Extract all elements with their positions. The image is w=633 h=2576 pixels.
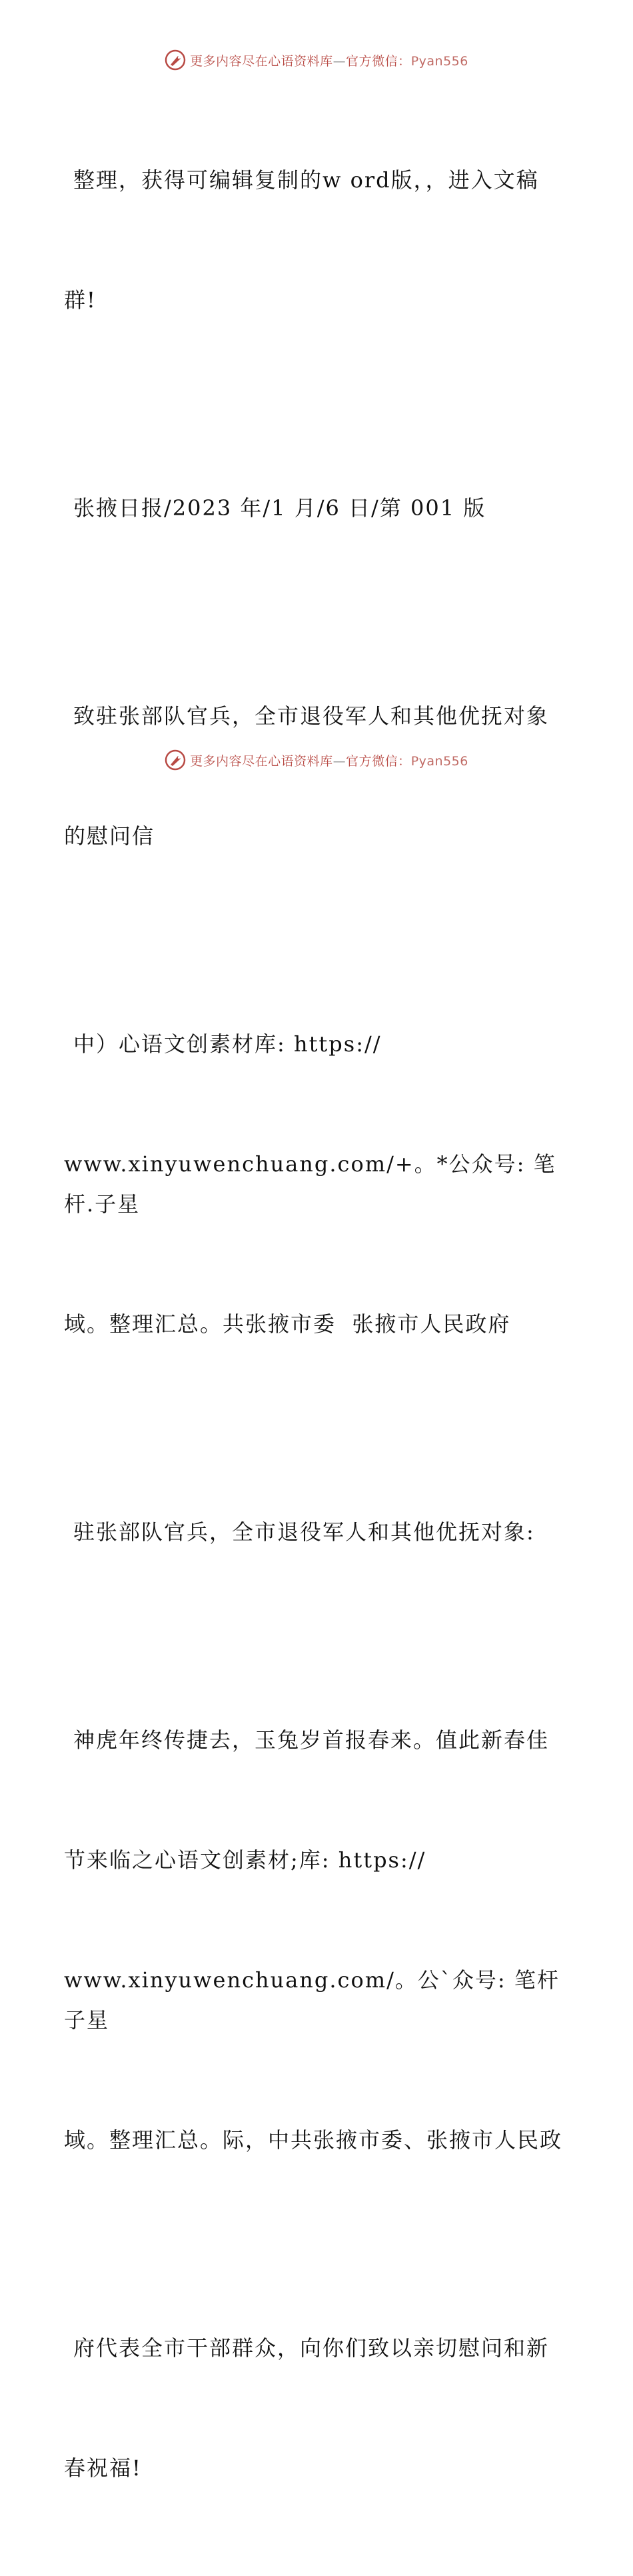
text-line: 张掖日报/2023 年/1 月/6 日/第 001 版 bbox=[73, 495, 486, 521]
paragraph bbox=[64, 1640, 570, 2240]
text-line: 府代表全市干部群众，向你们致以亲切慰问和新 bbox=[73, 2335, 550, 2361]
document-body bbox=[64, 80, 570, 2576]
text-line: 域。整理汇总。际，中共张掖市委、张掖市人民政 bbox=[64, 2127, 563, 2153]
text-line: 节来临之心语文创素材;库: https:// bbox=[64, 1847, 426, 1873]
watermark-official-label: 官方微信： bbox=[346, 753, 411, 769]
text-line: www.xinyuwenchuang.com/+。*公众号: 笔杆.子星 bbox=[64, 1151, 556, 1217]
text-line: 整理，获得可编辑复制的w ord版，，进入文稿 bbox=[73, 167, 539, 193]
paragraph bbox=[64, 1432, 570, 1632]
text-line: 春祝福! bbox=[64, 2455, 142, 2481]
paragraph bbox=[64, 80, 570, 400]
watermark-separator: — bbox=[332, 53, 346, 69]
watermark-text bbox=[190, 51, 468, 69]
watermark-official-label: 官方微信： bbox=[346, 53, 411, 69]
text-line: 群! bbox=[64, 287, 97, 313]
footer-watermark bbox=[0, 747, 633, 773]
text-line: 驻张部队官兵，全市退役军人和其他优抚对象: bbox=[73, 1519, 535, 1545]
header-watermark bbox=[0, 47, 633, 73]
watermark-handle: Pyan556 bbox=[410, 753, 468, 769]
watermark-separator: — bbox=[332, 753, 346, 769]
text-line: 致驻张部队官兵，全市退役军人和其他优抚对象 bbox=[73, 703, 550, 729]
paragraph bbox=[64, 2248, 570, 2568]
text-line: 神虎年终传捷去，玉兔岁首报春来。值此新春佳 bbox=[73, 1727, 550, 1753]
text-line: www.xinyuwenchuang.com/。公`众号: 笔杆子星 bbox=[64, 1967, 560, 2033]
pen-nib-icon bbox=[165, 49, 186, 71]
text-line: 中）心语文创素材库: https:// bbox=[73, 1031, 382, 1057]
watermark-handle: Pyan556 bbox=[410, 53, 468, 69]
paragraph bbox=[64, 616, 570, 936]
text-line: 的慰问信 bbox=[64, 823, 155, 849]
watermark-text bbox=[190, 751, 468, 769]
paragraph bbox=[64, 944, 570, 1424]
watermark-site: 更多内容尽在心语资料库 bbox=[190, 753, 333, 769]
paragraph bbox=[64, 408, 570, 608]
pen-nib-icon bbox=[165, 749, 186, 771]
watermark-site: 更多内容尽在心语资料库 bbox=[190, 53, 333, 69]
text-line: 域。整理汇总。共张掖市委 张掖市人民政府 bbox=[64, 1311, 511, 1337]
